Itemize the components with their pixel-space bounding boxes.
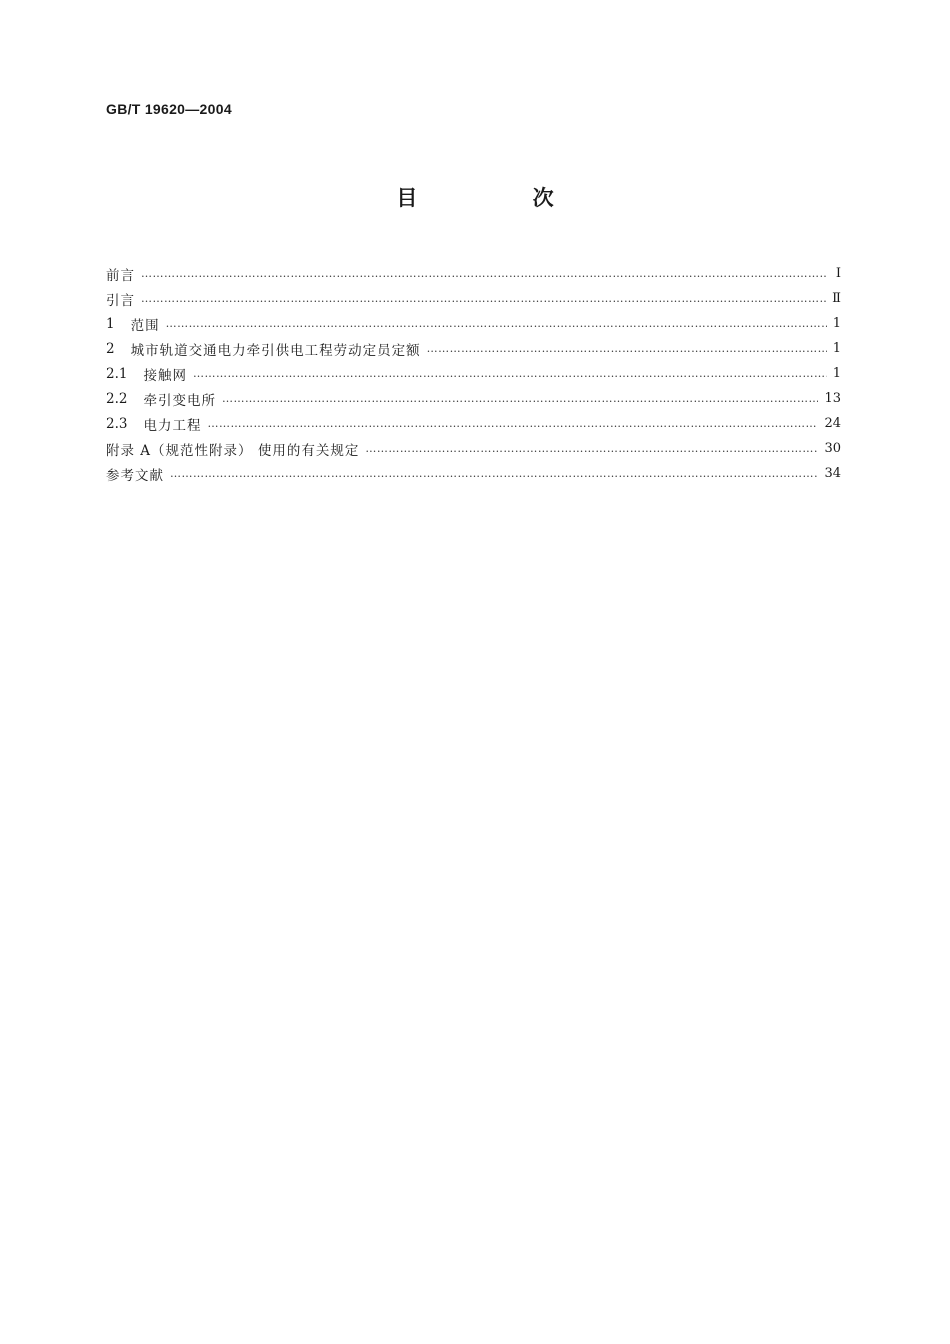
toc-entry-number: 2.1	[106, 365, 128, 382]
toc-dot-leader	[222, 386, 818, 411]
toc-entry-label: 引言	[106, 292, 135, 309]
toc-dot-leader	[365, 436, 818, 461]
toc-dot-leader	[207, 411, 818, 436]
toc-entry-references[interactable]	[106, 461, 841, 486]
toc-entry-label: 前言	[106, 267, 135, 284]
toc-entry-scope[interactable]	[106, 311, 841, 336]
toc-entry-page: Ⅱ	[832, 291, 841, 306]
toc-entry-label: 附录 A（规范性附录） 使用的有关规定	[106, 442, 360, 459]
toc-entry-page: 24	[824, 416, 841, 431]
toc-entry-number: 2	[106, 340, 115, 357]
toc-entry-label: 城市轨道交通电力牵引供电工程劳动定员定额	[130, 342, 421, 359]
toc-entry-page: 1	[832, 316, 841, 331]
page-title: 目 次	[396, 186, 608, 210]
toc-entry-label: 电力工程	[143, 417, 202, 434]
toc-entry-label: 参考文献	[106, 467, 164, 484]
toc-entry-page: 34	[824, 466, 841, 481]
toc-entry-page: 1	[832, 341, 841, 356]
toc-entry-page: 1	[832, 366, 841, 381]
toc-entry-number: 1	[106, 315, 115, 332]
toc-dot-leader	[141, 286, 826, 311]
toc-entry-label: 牵引变电所	[143, 392, 216, 409]
toc-entry-appendix-a[interactable]	[106, 436, 841, 461]
toc-entry-page: Ⅰ	[835, 266, 841, 281]
toc-dot-leader	[141, 261, 827, 286]
toc-entry-foreword[interactable]	[106, 261, 841, 286]
toc-entry-number: 2.2	[106, 390, 128, 407]
standard-number: GB/T 19620—2004	[106, 101, 232, 117]
toc-dot-leader	[427, 336, 827, 361]
toc-dot-leader	[166, 311, 827, 336]
toc-entry-number: 2.3	[106, 415, 128, 432]
toc-entry-page: 13	[824, 391, 841, 406]
toc-entry-power-engineering[interactable]	[106, 411, 841, 436]
toc-entry-labor-quota[interactable]	[106, 336, 841, 361]
toc-entry-label: 接触网	[143, 367, 187, 384]
toc-entry-catenary[interactable]	[106, 361, 841, 386]
toc-dot-leader	[193, 361, 827, 386]
toc-entry-label: 范围	[130, 317, 160, 334]
toc-entry-introduction[interactable]	[106, 286, 841, 311]
toc-entry-page: 30	[824, 441, 841, 456]
toc-dot-leader	[170, 461, 818, 486]
table-of-contents	[106, 261, 841, 486]
toc-entry-traction-substation[interactable]	[106, 386, 841, 411]
